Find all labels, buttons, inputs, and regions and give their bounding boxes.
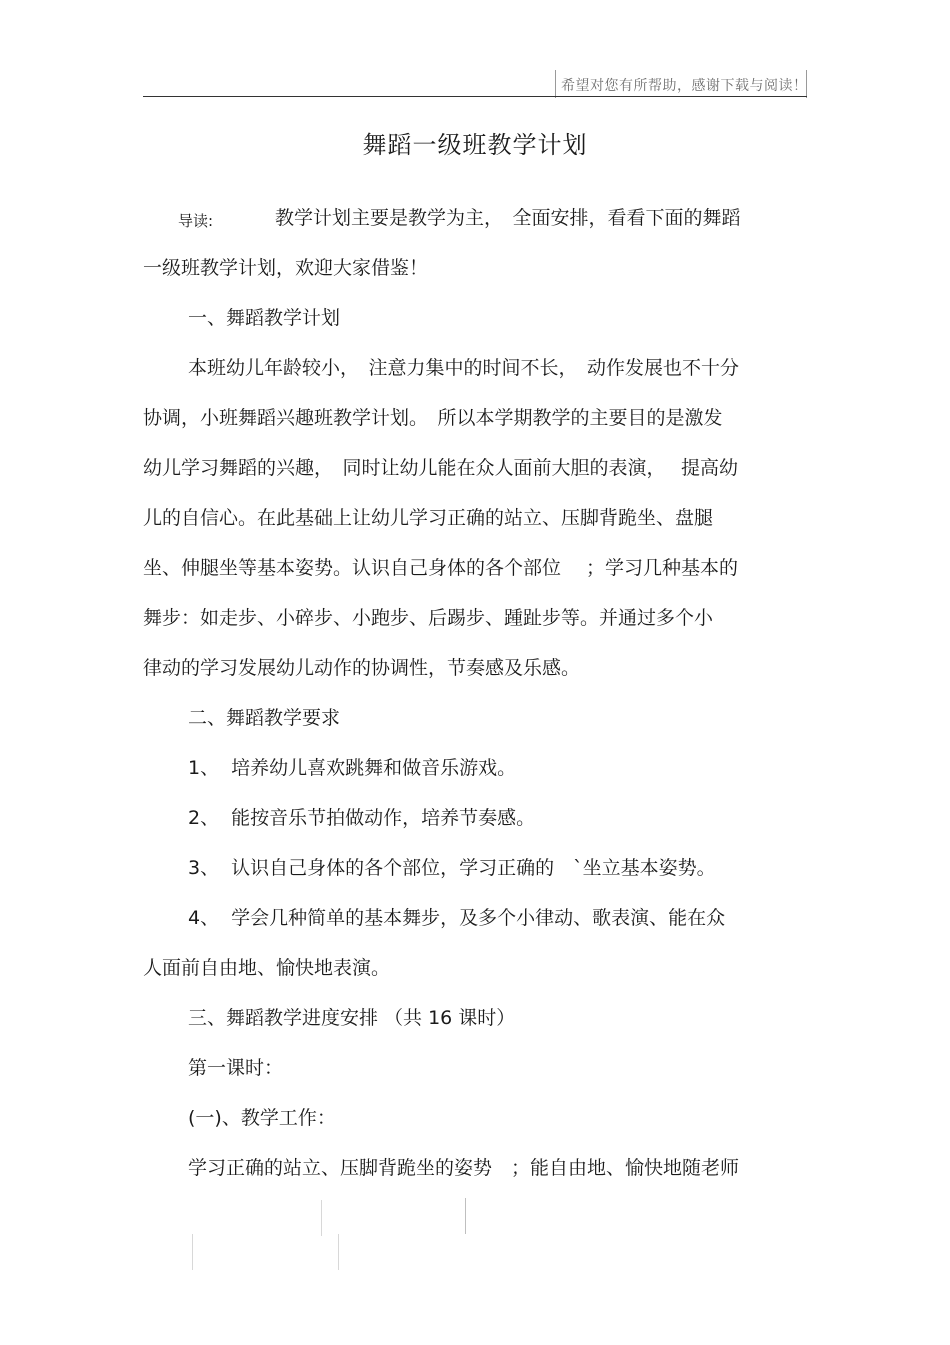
- list-item: 2、 能按音乐节拍做动作，培养节奏感。: [188, 807, 536, 829]
- scan-mark: [465, 1198, 466, 1234]
- subsection-heading: (一)、教学工作：: [188, 1107, 336, 1129]
- body-line: 舞步：如走步、小碎步、小跑步、后踢步、踵趾步等。并通过多个小: [143, 607, 714, 629]
- list-item: 1、 培养幼儿喜欢跳舞和做音乐游戏。: [188, 757, 517, 779]
- body-line: 一级班教学计划，欢迎大家借鉴！: [143, 257, 429, 279]
- section-heading: 三、舞蹈教学进度安排 （共 16 课时）: [188, 1007, 516, 1029]
- lesson-heading: 第一课时：: [188, 1057, 284, 1079]
- scan-mark: [338, 1234, 339, 1270]
- section-heading: 一、舞蹈教学计划: [188, 307, 341, 329]
- body-line: 本班幼儿年龄较小， 注意力集中的时间不长， 动作发展也不十分: [188, 357, 740, 379]
- body-line: 学习正确的站立、压脚背跪坐的姿势 ；能自由地、愉快地随老师: [188, 1157, 740, 1179]
- header-rule: [143, 96, 807, 97]
- scan-mark: [192, 1234, 193, 1270]
- body-line: 教学计划主要是教学为主， 全面安排，看看下面的舞蹈: [275, 207, 741, 229]
- scan-mark: [321, 1200, 322, 1236]
- body-line: 坐、伸腿坐等基本姿势。认识自己身体的各个部位 ；学习几种基本的: [143, 557, 739, 579]
- body-line: 律动的学习发展幼儿动作的协调性，节奏感及乐感。: [143, 657, 581, 679]
- lead-label: 导读:: [178, 212, 214, 230]
- document-title: 舞蹈一级班教学计划: [362, 131, 588, 159]
- list-item: 4、 学会几种简单的基本舞步，及多个小律动、歌表演、能在众: [188, 907, 726, 929]
- list-item: 3、 认识自己身体的各个部位，学习正确的 `坐立基本姿势。: [188, 857, 716, 879]
- body-line: 人面前自由地、愉快地表演。: [143, 957, 391, 979]
- section-heading: 二、舞蹈教学要求: [188, 707, 341, 729]
- body-line: 协调，小班舞蹈兴趣班教学计划。 所以本学期教学的主要目的是激发: [143, 407, 723, 429]
- header-note: 希望对您有所帮助，感谢下载与阅读！: [561, 78, 808, 94]
- body-line: 幼儿学习舞蹈的兴趣， 同时让幼儿能在众人面前大胆的表演， 提高幼: [143, 457, 739, 479]
- body-line: 儿的自信心。在此基础上让幼儿学习正确的站立、压脚背跪坐、盘腿: [143, 507, 714, 529]
